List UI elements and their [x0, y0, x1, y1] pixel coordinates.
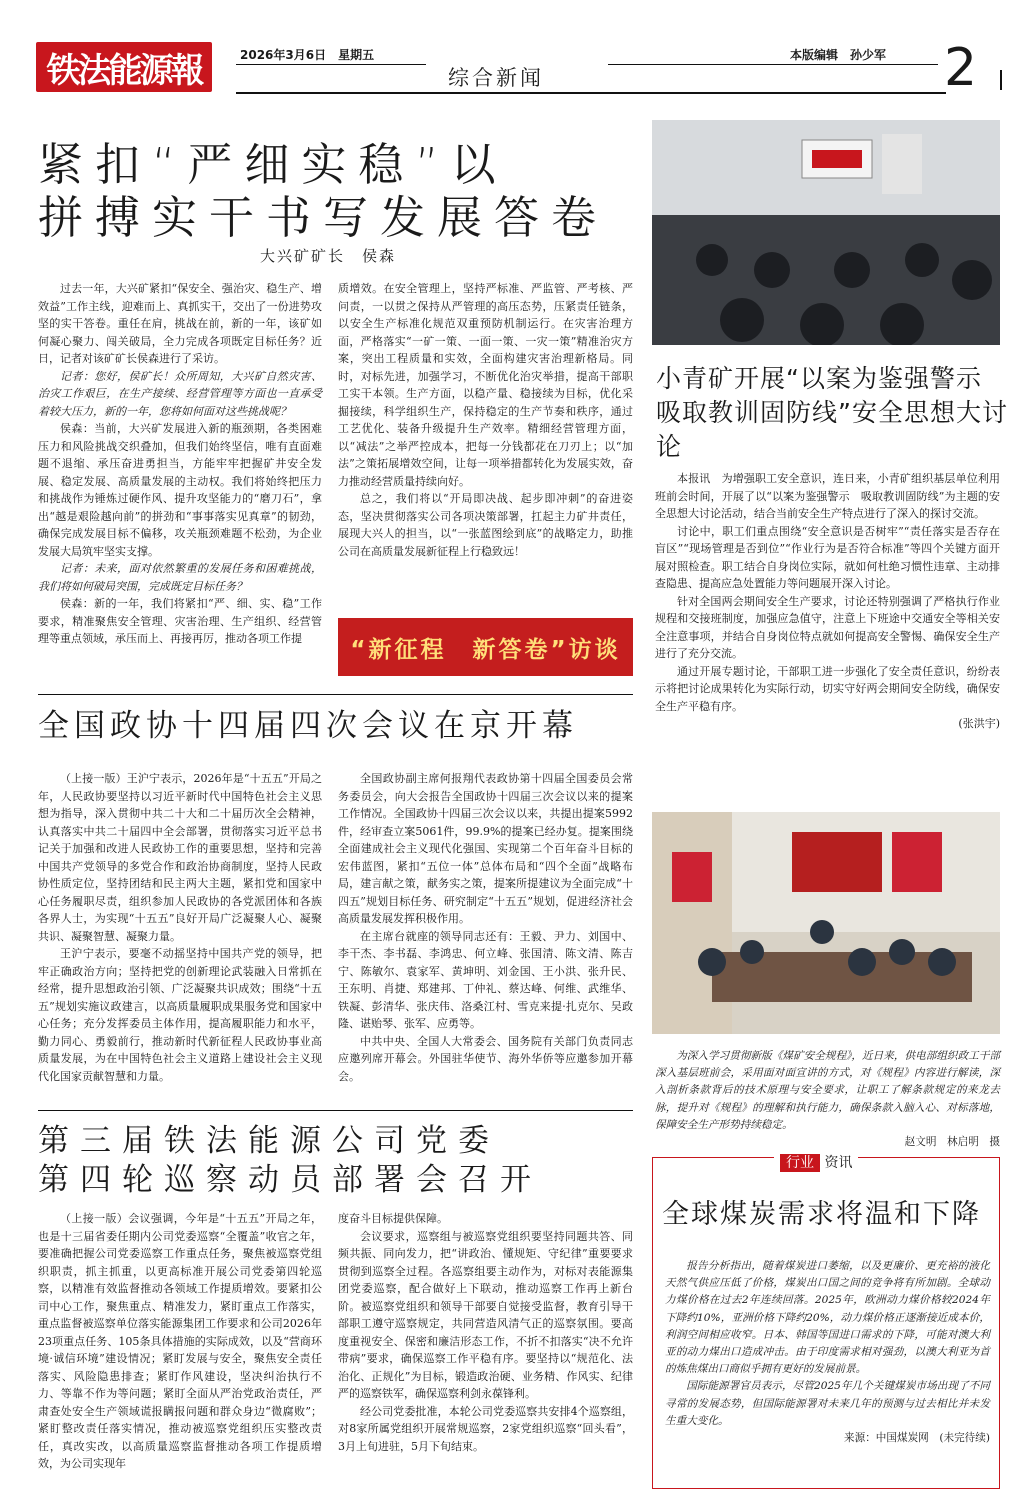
article-headline: 全国政协十四届四次会议在京开幕	[38, 708, 578, 744]
article-paragraph: 度奋斗目标提供保障。	[338, 1212, 448, 1225]
article-paragraph: 经公司党委批准，本轮公司党委巡察共安排4个巡察组，对8家所属党组织开展常规巡察，2家党组织巡察“回头看”，3月上旬进驻，5月下旬结束。	[338, 1404, 633, 1453]
interview-answer: 侯森：新的一年，我们将紧扣“严、细、实、稳”工作要求，精准聚焦安全管理、灾害治理、生产组织、经营管理等重点领域，承压而上、再接再厉，推动各项工作提	[38, 597, 322, 645]
news-lead: 本报讯 为增强职工安全意识，连日来，小青矿组织基层单位利用班前会时间，开展了以“以案为鉴强警示 吸取教训固防线”为主题的安全思想大讨论活动，结合当前安全生产特点进行了深入的探讨交流。	[655, 472, 1000, 520]
article-column	[338, 770, 633, 1085]
interview-banner: “新征程 新答卷”访谈	[338, 618, 633, 676]
page-number-bar	[1000, 70, 1012, 90]
industry-tag-label2: 资讯	[824, 1155, 853, 1171]
photo-caption	[655, 1048, 1000, 1151]
article-column	[338, 280, 633, 560]
masthead-logo: 铁法能源報	[36, 42, 212, 92]
article-column	[38, 770, 322, 1085]
article-column	[38, 280, 322, 648]
article-paragraph: 在主席台就座的领导同志还有：王毅、尹力、刘国中、李干杰、李书磊、李鸿忠、何立峰、张国清、陈文清、陈吉宁、陈敏尔、袁家军、黄坤明、刘金国、王小洪、张升民、王东明、肖捷、郑建邦、丁仲礼、蔡达峰、何维、武维华、铁凝、彭清华、张庆伟、洛桑江村、雪克来提·扎克尔、吴政隆、谌贻琴、张军、应勇等。	[338, 929, 633, 1030]
interview-question: 记者：您好，侯矿长！众所周知，大兴矿自然灾害、治灾工作艰巨，在生产接续、经营管理等方面也一直承受着较大压力，新的一年，您将如何面对这些挑战呢？	[38, 369, 322, 418]
interview-question: 记者：未来，面对依然繁重的发展任务和困难挑战，我们将如何破局突围，完成既定目标任务？	[38, 562, 322, 593]
section-title: 综合新闻	[448, 66, 544, 90]
industry-tag-label: 行业	[780, 1154, 820, 1172]
section-divider	[38, 1110, 633, 1111]
article-paragraph: （上接一版）王沪宁表示，2026年是“十五五”开局之年，人民政协要坚持以习近平新时代中国特色社会主义思想为指导，深入贯彻中共二十大和二十届历次全会精神，认真落实中共二十届四中全会部署，贯彻落实习近平总书记关于加强和改进人民政协工作的重要思想，坚持和完善中国共产党领导的多党合作和政治协商制度，坚持人民政协性质定位，坚持团结和民主两大主题，紧扣党和国家中心任务履职尽责，组织参加人民政协的各党派团体和各族各界人士，为实现“十五五”良好开局广泛凝聚人心、凝聚共识、凝聚智慧、凝聚力量。	[38, 772, 322, 943]
meeting-photo	[652, 120, 1000, 345]
article-paragraph: 通过开展专题讨论，干部职工进一步强化了安全责任意识，纷纷表示将把讨论成果转化为实际行动，切实守好两会期间安全防线，确保安全生产平稳有序。	[655, 664, 1000, 713]
interview-answer: 侯森：当前，大兴矿发展进入新的瓶颈期，各类困难压力和风险挑战交织叠加，但我们始终坚信，唯有直面难题不退缩、承压奋进勇担当，方能牢牢把握矿井安全发展、稳定发展、高质量发展的主动权。我们将始终把压力和挑战作为锤炼过硬作风、提升攻坚能力的“磨刀石”，拿出“越是艰险越向前”的拼劲和“事事落实见真章”的韧劲，确保完成发展目标不偏移，攻关瓶颈难题不松劲，为企业发展大局筑牢坚实支撑。	[38, 422, 322, 558]
article-intro: 过去一年，大兴矿紧扣“保安全、强治灾、稳生产、增效益”工作主线，迎难而上、真抓实干，交出了一份进势攻坚的实干答卷。重任在肩，挑战在前，新的一年，该矿如何凝心聚力、闯关破局，全力完成各项既定目标任务？近日，记者对该矿矿长侯森进行了采访。	[38, 282, 322, 365]
industry-tag	[774, 1152, 858, 1172]
header-rule	[608, 64, 938, 65]
article-headline-line2: 第四轮巡察动员部署会召开	[38, 1161, 542, 1198]
training-photo	[652, 812, 1000, 1034]
article-headline-line1: 小青矿开展“以案为鉴强警示	[656, 364, 982, 393]
header-rule	[236, 64, 426, 65]
article-headline	[656, 362, 1024, 463]
article-paragraph: 质增效。在安全管理上，坚持严标准、严监管、严考核、严问责，一以贯之保持从严管理的高压态势，压紧责任链条，以安全生产标准化规范双重预防机制运行。在灾害治理方面，严格落实“一矿一策、一面一策、一灾一策”精准治灾方案，突出工程质量和实效，全面构建灾害治理新格局。同时，对标先进，加强学习，不断优化治灾举措，提高干部职工实干本领。生产方面，以稳产量、稳接续为目标，优化采掘接续，科学组织生产，保持稳定的生产节奏和秩序，通过工艺优化、装备升级提升生产效率。精细经营管理方面，以“减法”之举严控成本，把每一分钱都花在刀刃上；以“加法”之策拓展增效空间，让每一项举措都转化为发展实效，奋力推动经营质量持续向好。	[338, 282, 633, 488]
article-paragraph: 总之，我们将以“开局即决战、起步即冲刺”的奋进姿态，坚决贯彻落实公司各项决策部署，扛起主力矿井责任，展现大兴人的担当，以“一张蓝图绘到底”的战略定力，助推公司在高质量发展新征程上行稳致远！	[338, 492, 633, 558]
page-number: 2	[944, 38, 978, 98]
industry-body	[665, 1258, 990, 1447]
article-column	[338, 1210, 633, 1455]
article-paragraph: 针对全国两会期间安全生产要求，讨论还特别强调了严格执行作业规程和交接班制度，加强应急值守，注意上下班途中交通安全等相关安全注意事项，并结合自身岗位特点就如何提高安全警惕、确保安全生产进行了充分交流。	[655, 594, 1000, 660]
article-headline-line2: 拼搏实干书写发展答卷	[38, 191, 609, 244]
article-column	[655, 470, 1000, 733]
issue-date: 2026年3月6日 星期五	[240, 48, 375, 62]
article-paragraph: 王沪宁表示，要毫不动摇坚持中国共产党的领导，把牢正确政治方向；坚持把党的创新理论武装融入日常抓在经常，提升思想政治引领、广泛凝聚共识成效；围绕“十五五”规划实施议政建言，以高质量履职成果服务党和国家中心任务；充分发挥委员主体作用，提高履职能力和水平，勤力同心、勇毅前行，推动新时代新征程人民政协事业高质量发展，为在中国特色社会主义道路上建设社会主义现代化国家贡献智慧和力量。	[38, 947, 322, 1083]
industry-paragraph: 报告分析指出，随着煤炭进口萎缩，以及更廉价、更充裕的液化天然气供应压低了价格，煤炭出口国之间的竞争将有所加剧。全球动力煤价格在过去2年连续回落。2025年，欧洲动力煤价格较2024年下降约10%，亚洲价格下降约20%，动力煤价格正逐渐接近成本价，利润空间相应收窄。日本、韩国等国进口需求的下降，可能对澳大利亚的动力煤出口造成冲击。由于印度需求相对强劲，以澳大利亚为首的炼焦煤出口商似乎拥有更好的发展前景。	[665, 1260, 990, 1376]
article-byline: 大兴矿矿长 侯森	[260, 247, 397, 265]
industry-source: 来源：中国煤炭网 (未完待续)	[844, 1432, 990, 1445]
meeting-photo-illustration	[652, 120, 1000, 345]
section-divider	[38, 694, 633, 695]
page-editor: 本版编辑 孙少军	[790, 48, 887, 62]
header-divider	[236, 92, 946, 94]
article-headline	[38, 1122, 542, 1200]
article-headline-line1: 紧扣“严细实稳”以	[38, 138, 508, 191]
article-paragraph: 会议要求，巡察组与被巡察党组织要坚持同题共答、同频共振、同向发力，把“讲政治、懂规矩、守纪律”重要要求贯彻到巡察全过程。各巡察组要主动作为，对标对表能源集团党委巡察，配合做好上下联动，推动巡察工作再上新台阶。被巡察党组织和领导干部要自觉接受监督，教育引导干部职工遵守巡察规定，共同营造风清气正的巡察氛围。要高度重视安全、保密和廉洁形态工作，不折不扣落实“决不允许带病”要求，确保巡察工作平稳有序。要坚持以“规范化、法治化、正规化”为目标，锻造政治硬、业务精、作风实、纪律严的巡察铁军，确保巡察利剑永葆锋利。	[338, 1229, 633, 1400]
article-paragraph: （上接一版）会议强调，今年是“十五五”开局之年，也是十三届省委任期内公司党委巡察“全覆盖”收官之年，要准确把握公司党委巡察工作重点任务，聚焦被巡察党组织职责，抓主抓重，以更高标准开展公司党委第四轮巡察，以精准有效监督推动各领域工作提质增效。要紧扣公司中心工作，聚焦重点、精准发力，紧盯重点工作落实，重点监督被巡察单位落实能源集团工作要求和公司2026年23项重点任务、105条具体措施的实际成效，以及“营商环境·诚信环境”建设情况；紧盯发展与安全，聚焦安全责任落实、风险隐患排查；紧盯作风建设，坚决纠治执行不力、等靠不作为等问题；紧盯全面从严治党政治责任，严肃查处安全生产领域谎报瞒报问题和群众身边“微腐败”；紧盯整改责任落实情况，推动被巡察党组织压实整改责任，真改实改，以高质量巡察监督推动各项工作提质增效，为公司实现年	[38, 1212, 322, 1470]
article-paragraph: 讨论中，职工们重点围绕“安全意识是否树牢”“责任落实是否存在盲区”“现场管理是否到位”“作业行为是否符合标准”等四个关键方面开展对照检查。职工结合自身岗位实际，就如何杜绝习惯性违章、主动排查隐患、提高应急处置能力等问题展开深入讨论。	[655, 524, 1000, 590]
industry-headline: 全球煤炭需求将温和下降	[662, 1199, 981, 1230]
industry-paragraph: 国际能源署官员表示，尽管2025年几个关键煤炭市场出现了不同寻常的发展态势，但国际能源署对未来几年的预测与过去相比并未发生重大变化。	[665, 1380, 990, 1427]
article-paragraph: 中共中央、全国人大常委会、国务院有关部门负责同志应邀列席开幕会。外国驻华使节、海外华侨等应邀参加开幕会。	[338, 1034, 633, 1083]
photo-credit: 赵文明 林启明 摄	[904, 1136, 1000, 1149]
article-headline-line2: 吸取教训固防线”安全思想大讨论	[656, 397, 1008, 461]
article-author: (张洪宇)	[958, 717, 1000, 730]
article-column	[38, 1210, 322, 1473]
article-paragraph: 全国政协副主席何报翔代表政协第十四届全国委员会常务委员会，向大会报告全国政协十四届三次会议以来的提案工作情况。全国政协十四届三次会议以来，共提出提案5992件，经审查立案5061件，99.9%的提案已经办复。提案围绕全面建成社会主义现代化强国、实现第二个百年奋斗目标的宏伟蓝图，紧扣“五位一体”总体布局和“四个全面”战略布局，建言献之策，献务实之策，提案所提建议为全面完成“十四五”规划目标任务、研究制定“十五五”规划，促进经济社会高质量发展发挥积极作用。	[338, 772, 633, 925]
photo-caption-text: 为深入学习贯彻新版《煤矿安全规程》，近日来，供电部组织政工干部深入基层班前会，采用面对面宣讲的方式，对《规程》内容进行解读，深入剖析条款背后的技术原理与安全要求，让职工了解条款规定的来龙去脉，提升对《规程》的理解和执行能力，确保条款入脑入心、对标落地，保障安全生产形势持续稳定。	[655, 1050, 1000, 1131]
training-photo-illustration	[652, 812, 1000, 1034]
article-headline-line1: 第三届铁法能源公司党委	[38, 1123, 500, 1159]
